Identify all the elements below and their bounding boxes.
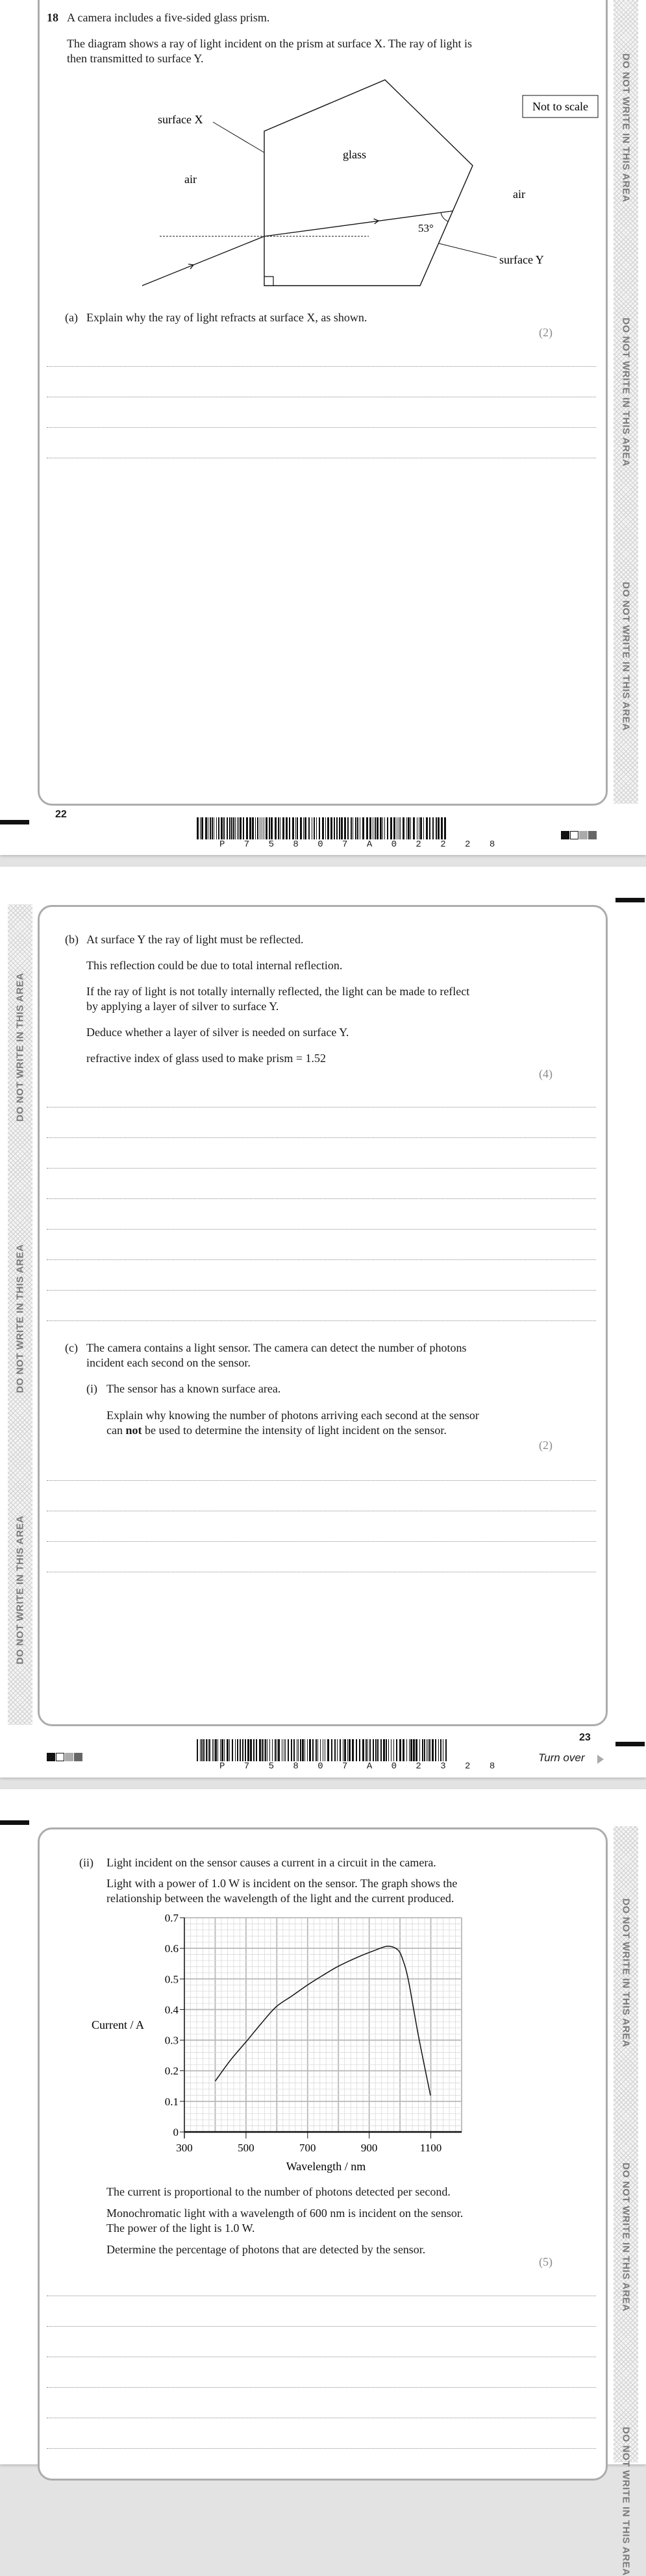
subpart-ii-para: Light with a power of 1.0 W is incident on the sensor. The graph shows the bbox=[106, 1877, 458, 1890]
question-number: 18 bbox=[47, 11, 58, 24]
registration-mark bbox=[615, 1742, 645, 1746]
answer-line[interactable] bbox=[47, 2326, 596, 2327]
not-to-scale-label: Not to scale bbox=[532, 100, 588, 113]
subpart-ii-text: Light incident on the sensor causes a current in a circuit in the camera. bbox=[106, 1856, 436, 1869]
margin-warning: DO NOT WRITE IN THIS AREA bbox=[14, 972, 26, 1122]
subpart-ii-para: The current is proportional to the number of photons detected per second. bbox=[106, 2185, 451, 2198]
marks-label: (2) bbox=[539, 1439, 553, 1452]
refractive-index-given: refractive index of glass used to make prism = 1.52 bbox=[86, 1052, 327, 1065]
y-tick-label: 0.7 bbox=[164, 1912, 179, 1924]
answer-line[interactable] bbox=[47, 1480, 596, 1481]
part-b-text: At surface Y the ray of light must be reflected. bbox=[86, 933, 304, 946]
intro-line: The diagram shows a ray of light incident on the prism at surface X. The ray of light is bbox=[67, 37, 473, 50]
answer-line[interactable] bbox=[47, 1107, 596, 1108]
prism-diagram bbox=[0, 0, 646, 305]
subpart-ii-para: Monochromatic light with a wavelength of 600 nm is incident on the sensor. bbox=[106, 2207, 464, 2220]
angle-arc bbox=[441, 212, 448, 221]
part-b-para: If the ray of light is not totally internally reflected, the light can be made to reflect bbox=[86, 985, 470, 998]
barcode-bar bbox=[445, 1739, 447, 1761]
air-label: air bbox=[184, 173, 197, 186]
answer-line[interactable] bbox=[47, 1137, 596, 1138]
answer-line[interactable] bbox=[47, 1259, 596, 1260]
current-wavelength-graph bbox=[0, 1789, 646, 2179]
turn-over-arrow-icon bbox=[597, 1755, 604, 1764]
y-tick-label: 0 bbox=[173, 2126, 179, 2138]
part-label: (b) bbox=[65, 933, 79, 946]
text-run: can bbox=[106, 1424, 126, 1437]
answer-line[interactable] bbox=[47, 2448, 596, 2449]
part-c-text: incident each second on the sensor. bbox=[86, 1356, 251, 1369]
answer-line[interactable] bbox=[47, 1168, 596, 1169]
surface-y-label: surface Y bbox=[499, 253, 544, 266]
subpart-label: (ii) bbox=[79, 1856, 93, 1869]
subpart-ii-para: The power of the light is 1.0 W. bbox=[106, 2222, 255, 2235]
margin-warning: DO NOT WRITE IN THIS AREA bbox=[14, 1515, 26, 1665]
page-number: 22 bbox=[55, 809, 67, 820]
question-text: A camera includes a five-sided glass prism. bbox=[67, 11, 270, 24]
glass-label: glass bbox=[343, 148, 366, 161]
answer-line[interactable] bbox=[47, 1290, 596, 1291]
y-tick-label: 0.1 bbox=[164, 2095, 179, 2108]
emphasis-not: not bbox=[125, 1424, 142, 1437]
barcode bbox=[197, 817, 448, 839]
marks-label: (2) bbox=[539, 326, 553, 339]
graph-grid bbox=[184, 1918, 462, 2132]
margin-warning: DO NOT WRITE IN THIS AREA bbox=[620, 53, 632, 203]
registration-mark bbox=[615, 898, 645, 902]
subpart-label: (i) bbox=[86, 1382, 97, 1395]
x-axis-label: Wavelength / nm bbox=[286, 2160, 366, 2173]
answer-line[interactable] bbox=[47, 1198, 596, 1199]
y-tick-label: 0.5 bbox=[164, 1973, 179, 1986]
y-tick-label: 0.3 bbox=[164, 2034, 179, 2047]
part-b-para: This reflection could be due to total internal reflection. bbox=[86, 959, 343, 972]
prism-outline bbox=[264, 80, 473, 286]
marks-label: (5) bbox=[539, 2255, 553, 2268]
angle-label: 53° bbox=[418, 222, 434, 234]
x-tick-label: 300 bbox=[176, 2142, 193, 2154]
x-tick-label: 900 bbox=[360, 2142, 378, 2154]
part-b-para: by applying a layer of silver to surface Y. bbox=[86, 1000, 279, 1013]
surface-x-label: surface X bbox=[158, 113, 203, 126]
y-axis-label: Current / A bbox=[92, 2018, 144, 2031]
surface-x-leader bbox=[213, 122, 264, 153]
margin-warning: DO NOT WRITE IN THIS AREA bbox=[14, 1244, 26, 1393]
y-tick-label: 0.4 bbox=[164, 2003, 179, 2016]
x-tick-label: 1100 bbox=[419, 2142, 442, 2154]
answer-line[interactable] bbox=[47, 2387, 596, 2388]
registration-mark bbox=[0, 820, 29, 824]
margin-warning: DO NOT WRITE IN THIS AREA bbox=[620, 2162, 632, 2312]
barcode-text: P 7 5 8 0 7 A 0 2 3 2 8 bbox=[219, 1761, 502, 1772]
x-tick-label: 500 bbox=[238, 2142, 255, 2154]
colour-squares bbox=[47, 1753, 82, 1761]
barcode-text: P 7 5 8 0 7 A 0 2 2 2 8 bbox=[219, 839, 502, 850]
part-label: (c) bbox=[65, 1341, 78, 1354]
incident-ray bbox=[142, 236, 264, 286]
text-run: be used to determine the intensity of light incident on the sensor. bbox=[142, 1424, 447, 1437]
surface-y-leader bbox=[439, 243, 497, 258]
barcode-bar bbox=[446, 817, 448, 839]
right-angle-marker bbox=[264, 277, 273, 286]
page-number: 23 bbox=[579, 1732, 591, 1743]
subpart-i-text: The sensor has a known surface area. bbox=[106, 1382, 281, 1395]
colour-squares bbox=[561, 831, 597, 839]
answer-line[interactable] bbox=[47, 1229, 596, 1230]
answer-line[interactable] bbox=[47, 1541, 596, 1542]
subpart-i-explain bbox=[106, 1423, 447, 1438]
margin-warning: DO NOT WRITE IN THIS AREA bbox=[620, 582, 632, 731]
barcode bbox=[197, 1739, 448, 1761]
y-tick-label: 0.2 bbox=[164, 2064, 179, 2077]
part-c-text: The camera contains a light sensor. The camera can detect the number of photons bbox=[86, 1341, 467, 1354]
air-label: air bbox=[513, 188, 525, 201]
margin-stripe bbox=[8, 904, 32, 1725]
answer-line[interactable] bbox=[47, 427, 596, 428]
graph-curve bbox=[215, 1946, 430, 2096]
part-a-text: Explain why the ray of light refracts at surface X, as shown. bbox=[86, 311, 367, 324]
y-tick-label: 0.6 bbox=[164, 1942, 179, 1955]
answer-line[interactable] bbox=[47, 366, 596, 367]
part-b-para: Deduce whether a layer of silver is needed on surface Y. bbox=[86, 1026, 349, 1039]
part-label: (a) bbox=[65, 311, 78, 324]
subpart-ii-question: Determine the percentage of photons that are detected by the sensor. bbox=[106, 2243, 426, 2256]
subpart-i-explain: Explain why knowing the number of photons arriving each second at the sensor bbox=[106, 1409, 479, 1422]
margin-warning: DO NOT WRITE IN THIS AREA bbox=[620, 2427, 632, 2576]
margin-warning: DO NOT WRITE IN THIS AREA bbox=[620, 1898, 632, 2048]
marks-label: (4) bbox=[539, 1067, 553, 1080]
current-curve bbox=[215, 1946, 430, 2096]
margin-warning: DO NOT WRITE IN THIS AREA bbox=[620, 317, 632, 467]
turn-over-label: Turn over bbox=[538, 1752, 585, 1764]
subpart-ii-para: relationship between the wavelength of the light and the current produced. bbox=[106, 1892, 454, 1905]
intro-line: then transmitted to surface Y. bbox=[67, 52, 204, 65]
x-tick-label: 700 bbox=[299, 2142, 316, 2154]
answer-line[interactable] bbox=[47, 1320, 596, 1321]
